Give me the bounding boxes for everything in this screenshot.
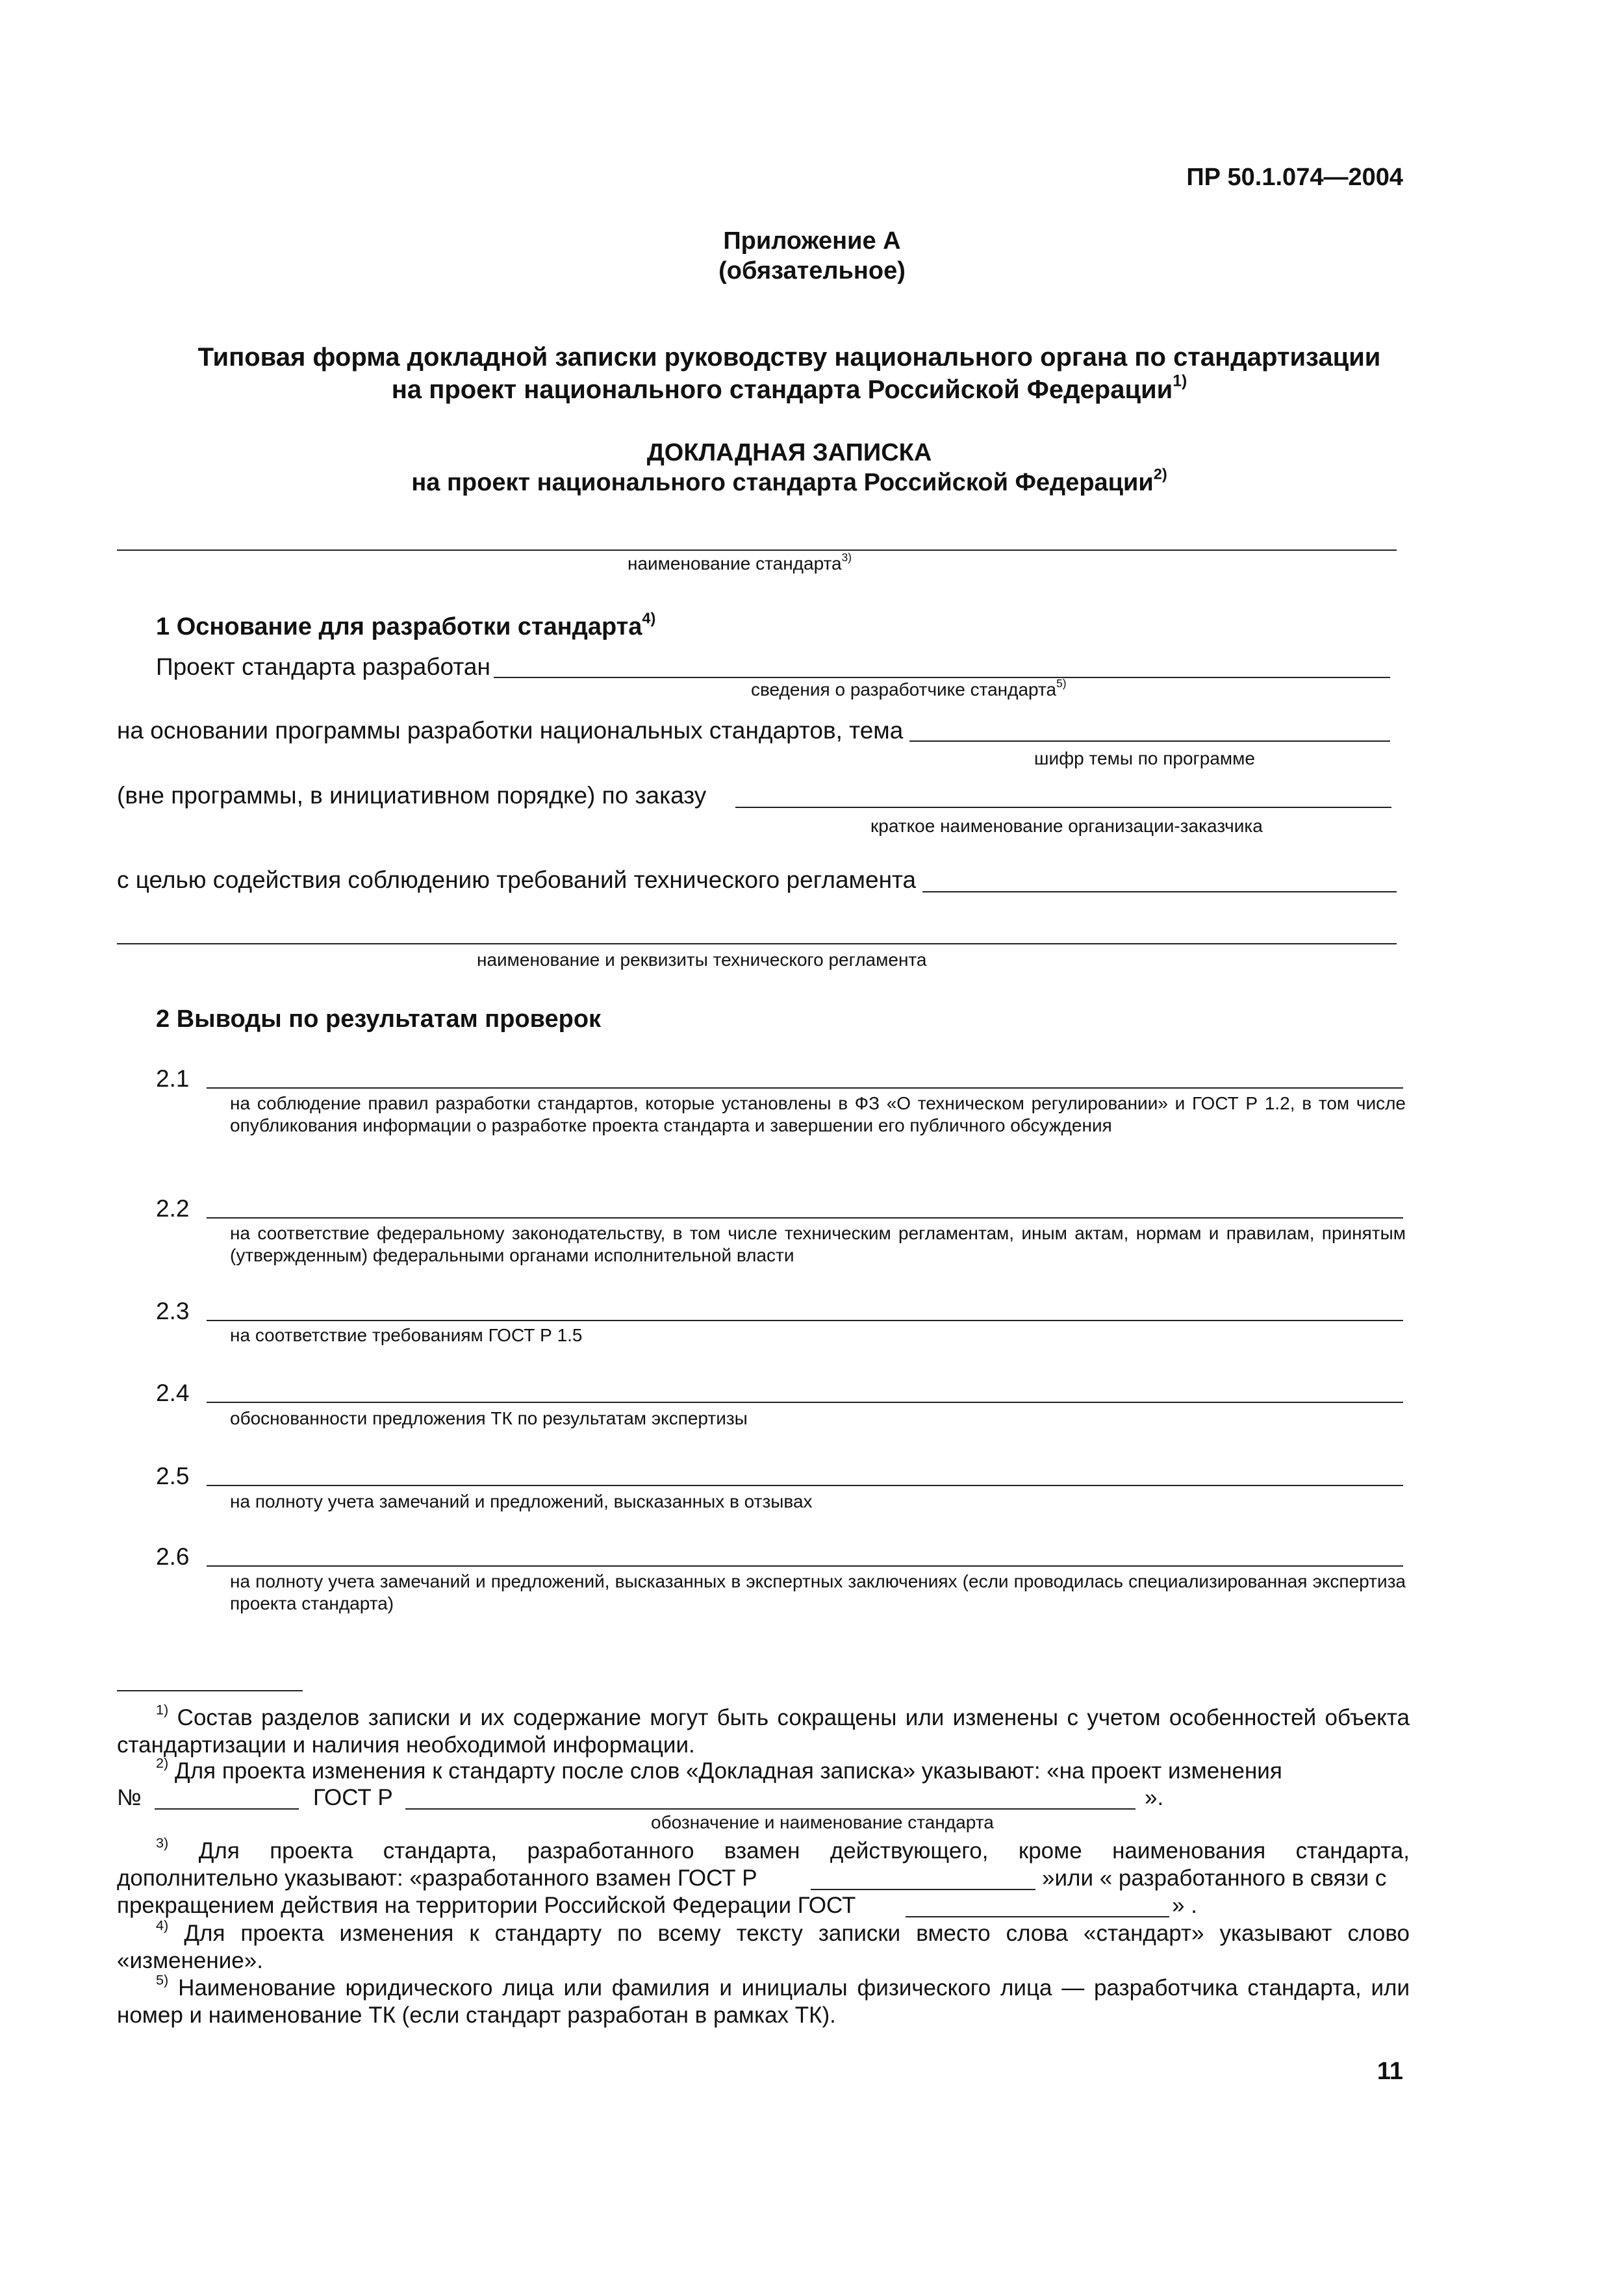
order-label: (вне программы, в инициативном порядке) по заказу	[117, 782, 707, 809]
program-caption: шифр темы по программе	[1034, 748, 1255, 768]
standard-name-field[interactable]	[117, 550, 1397, 551]
check-item-caption: на соблюдение правил разработки стандартов, которые установлены в ФЗ «О техническом регулировании» и ГОСТ Р 1.2, в том числе опубликования информации о разработке проекта стандарта и завершении его публичного обсуждения	[230, 1093, 1406, 1135]
check-item-caption: на соответствие федеральному законодательству, в том числе техническим регламентам, иным актам, нормам и правилам, принятым (утвержденным) федеральными органами исполнительной власти	[230, 1223, 1406, 1265]
footnote-3-line2a: дополнительно указывают: «разработанного взамен ГОСТ Р	[117, 1865, 757, 1891]
footnote-5: $^{5)}$ Наименование юридического лица или фамилия и инициалы физического лица — разработчика стандарта, или номер и наименование ТК (если стандарт разработан в рамках ТК).	[117, 1971, 1410, 2028]
footnote-ref: 3)	[841, 550, 852, 564]
appendix-title: Приложение А	[723, 227, 901, 255]
footnote-mark: 2)	[156, 1754, 169, 1771]
footnote-2-caption: обозначение и наименование стандарта	[651, 1812, 994, 1832]
footnote-2-end: ».	[1145, 1785, 1164, 1810]
footnote-2-no-label: №	[117, 1785, 142, 1810]
footnote-4: $^{4)}$ Для проекта изменения к стандарту по всему тексту записки вместо слова «стандарт» указывают слово «изменение».	[117, 1917, 1410, 1973]
section2-heading: 2 Выводы по результатам проверок	[156, 1005, 602, 1033]
document-code: ПР 50.1.074—2004	[1186, 164, 1403, 191]
program-field[interactable]	[909, 740, 1390, 742]
order-field[interactable]	[735, 807, 1391, 808]
program-label: на основании программы разработки национальных стандартов, тема	[117, 717, 904, 744]
footnote-mark: 1)	[156, 1701, 169, 1718]
footnote-3-line3b: » .	[1172, 1893, 1197, 1918]
footnote-mark: 4)	[156, 1917, 169, 1934]
standard-name-caption: наименование стандарта$^{3)}$	[628, 550, 852, 574]
check-item-number: 2.4	[156, 1380, 190, 1406]
form-title-line1: Типовая форма докладной записки руководству национального органа по стандартизации	[197, 343, 1381, 372]
check-item-field[interactable]	[207, 1485, 1403, 1486]
check-item-number: 2.2	[156, 1195, 190, 1222]
check-item-caption: обоснованности предложения ТК по результатам экспертизы	[230, 1408, 748, 1428]
appendix-status: (обязательное)	[718, 257, 906, 284]
regulation-caption: наименование и реквизиты технического регламента	[477, 950, 927, 970]
memo-subtitle: на проект национального стандарта Российской Федерации$^{2)}$	[411, 465, 1167, 496]
check-item-number: 2.3	[156, 1298, 190, 1324]
developer-field[interactable]	[494, 677, 1390, 678]
check-item-caption: на полноту учета замечаний и предложений, высказанных в экспертных заключениях (если проводилась специализированная экспертиза проекта стандарта)	[230, 1571, 1406, 1613]
footnote-3-gost-r-field[interactable]	[811, 1889, 1035, 1890]
footnote-mark: 3)	[156, 1834, 169, 1851]
developer-label: Проект стандарта разработан	[156, 653, 490, 680]
check-item-number: 2.6	[156, 1543, 190, 1570]
footnote-2-number-field[interactable]	[155, 1808, 299, 1810]
form-title-line2: на проект национального стандарта Российской Федерации$^{1)}$	[391, 372, 1187, 404]
footnote-mark: 5)	[156, 1971, 169, 1988]
footnote-ref: 5)	[1056, 676, 1067, 690]
footnote-separator	[117, 1690, 303, 1691]
developer-caption: сведения о разработчике стандарта$^{5)}$	[751, 676, 1067, 700]
check-item-caption: на полноту учета замечаний и предложений, высказанных в отзывах	[230, 1491, 813, 1511]
footnote-2-gost-label: ГОСТ Р	[313, 1785, 393, 1810]
section1-heading: 1 Основание для разработки стандарта$^{4)}$	[156, 609, 656, 640]
regulation-label: с целью содействия соблюдению требований технического регламента	[117, 866, 917, 893]
footnote-1: $^{1)}$ Состав разделов записки и их содержание могут быть сокращены или изменены с учетом особенностей объекта стандартизации и наличия необходимой информации.	[117, 1701, 1410, 1758]
check-item-caption: на соответствие требованиям ГОСТ Р 1.5	[230, 1325, 583, 1345]
regulation-field[interactable]	[922, 891, 1397, 892]
footnote-3-line3a: прекращением действия на территории Российской Федерации ГОСТ	[117, 1893, 856, 1918]
check-item-field[interactable]	[207, 1217, 1403, 1219]
footnote-ref: 4)	[642, 609, 656, 627]
footnote-ref: 1)	[1173, 372, 1187, 390]
footnote-3-line1: $^{3)}$ Для проекта стандарта, разработанного взамен действующего, кроме наименования стандарта,	[156, 1834, 1410, 1864]
footnote-2: $^{2)}$ Для проекта изменения к стандарту после слов «Докладная записка» указывают: «на проект изменения	[156, 1754, 1282, 1784]
memo-title: ДОКЛАДНАЯ ЗАПИСКА	[646, 439, 932, 466]
regulation-field-2[interactable]	[117, 943, 1397, 944]
footnote-ref: 2)	[1153, 465, 1167, 483]
check-item-field[interactable]	[207, 1320, 1403, 1321]
footnote-3-gost-field[interactable]	[906, 1916, 1169, 1917]
order-caption: краткое наименование организации-заказчика	[870, 816, 1263, 836]
check-item-field[interactable]	[207, 1565, 1403, 1567]
check-item-field[interactable]	[207, 1402, 1403, 1403]
check-item-number: 2.5	[156, 1463, 190, 1489]
check-item-number: 2.1	[156, 1065, 190, 1092]
page-number: 11	[1377, 2058, 1403, 2085]
check-item-field[interactable]	[207, 1087, 1403, 1089]
footnote-2-standard-field[interactable]	[405, 1808, 1136, 1810]
footnote-3-line2b: »или « разработанного в связи с	[1042, 1865, 1387, 1891]
